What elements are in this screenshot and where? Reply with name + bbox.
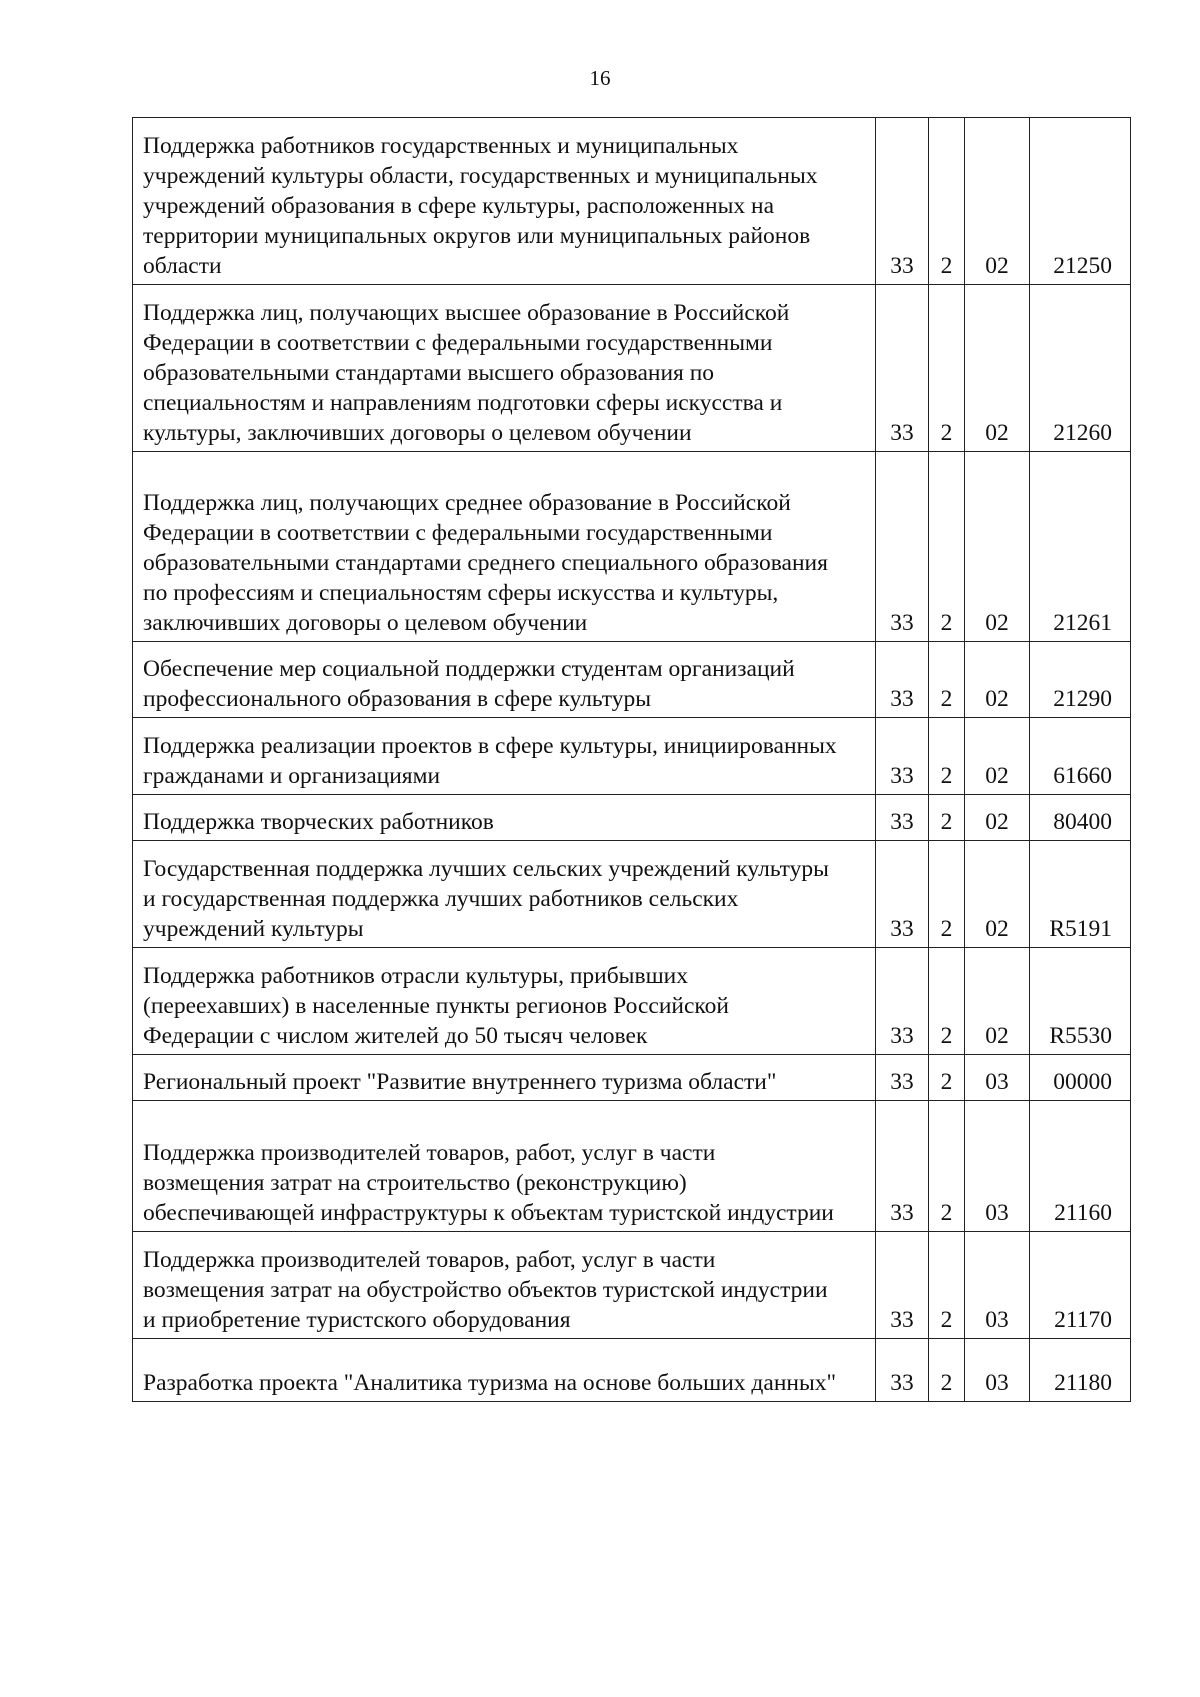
event-code: 02 bbox=[965, 285, 1030, 452]
table-row bbox=[133, 795, 1131, 841]
direction-code: 61660 bbox=[1030, 718, 1131, 795]
description-line: Обеспечение мер социальной поддержки студентам организаций bbox=[143, 656, 795, 682]
direction-code: R5530 bbox=[1030, 948, 1131, 1055]
description-line: и приобретение туристского оборудования bbox=[143, 1307, 571, 1333]
event-code: 02 bbox=[965, 948, 1030, 1055]
description-line: Поддержка работников отрасли культуры, прибывших bbox=[143, 963, 688, 989]
description-line: Разработка проекта "Аналитика туризма на основе больших данных" bbox=[143, 1370, 837, 1396]
table-row bbox=[133, 1101, 1131, 1232]
row-description bbox=[133, 718, 876, 795]
subprogram-code: 2 bbox=[929, 1055, 965, 1101]
table-row bbox=[133, 452, 1131, 642]
event-code: 03 bbox=[965, 1101, 1030, 1232]
row-description bbox=[133, 1055, 876, 1101]
program-code: 33 bbox=[876, 285, 929, 452]
program-code: 33 bbox=[876, 718, 929, 795]
table-row bbox=[133, 718, 1131, 795]
description-line: специальностям и направлениям подготовки сферы искусства и bbox=[143, 390, 783, 416]
program-code: 33 bbox=[876, 795, 929, 841]
program-code: 33 bbox=[876, 642, 929, 718]
program-code: 33 bbox=[876, 948, 929, 1055]
row-description bbox=[133, 1232, 876, 1339]
table-row bbox=[133, 642, 1131, 718]
description-line: Федерации с числом жителей до 50 тысяч человек bbox=[143, 1023, 648, 1049]
program-code: 33 bbox=[876, 118, 929, 285]
subprogram-code: 2 bbox=[929, 642, 965, 718]
direction-code: 21260 bbox=[1030, 285, 1131, 452]
description-line: заключивших договоры о целевом обучении bbox=[143, 610, 588, 636]
description-line: и государственная поддержка лучших работников сельских bbox=[143, 886, 739, 912]
description-line: образовательными стандартами высшего образования по bbox=[143, 360, 715, 386]
row-description bbox=[133, 452, 876, 642]
description-line: возмещения затрат на обустройство объектов туристской индустрии bbox=[143, 1277, 828, 1303]
description-line: (переехавших) в населенные пункты регионов Российской bbox=[143, 993, 729, 1019]
table-row bbox=[133, 118, 1131, 285]
direction-code: 21261 bbox=[1030, 452, 1131, 642]
event-code: 02 bbox=[965, 452, 1030, 642]
direction-code: 00000 bbox=[1030, 1055, 1131, 1101]
subprogram-code: 2 bbox=[929, 718, 965, 795]
event-code: 02 bbox=[965, 642, 1030, 718]
budget-classification-table bbox=[132, 117, 1131, 1402]
description-line: учреждений культуры области, государственных и муниципальных bbox=[143, 163, 818, 189]
program-code: 33 bbox=[876, 1101, 929, 1232]
program-code: 33 bbox=[876, 452, 929, 642]
row-description bbox=[133, 118, 876, 285]
event-code: 03 bbox=[965, 1055, 1030, 1101]
direction-code: 21290 bbox=[1030, 642, 1131, 718]
row-description bbox=[133, 285, 876, 452]
program-code: 33 bbox=[876, 1232, 929, 1339]
event-code: 02 bbox=[965, 841, 1030, 948]
table-body bbox=[133, 118, 1131, 1402]
description-line: учреждений образования в сфере культуры, расположенных на bbox=[143, 193, 775, 219]
row-description bbox=[133, 1339, 876, 1402]
description-line: Поддержка производителей товаров, работ, услуг в части bbox=[143, 1247, 716, 1273]
row-description bbox=[133, 948, 876, 1055]
event-code: 02 bbox=[965, 118, 1030, 285]
subprogram-code: 2 bbox=[929, 118, 965, 285]
description-line: возмещения затрат на строительство (реконструкцию) bbox=[143, 1170, 687, 1196]
table-row bbox=[133, 1232, 1131, 1339]
description-line: Региональный проект "Развитие внутреннего туризма области" bbox=[143, 1069, 777, 1095]
subprogram-code: 2 bbox=[929, 285, 965, 452]
page-number: 16 bbox=[589, 66, 611, 90]
description-line: области bbox=[143, 253, 222, 279]
subprogram-code: 2 bbox=[929, 1339, 965, 1402]
description-line: гражданами и организациями bbox=[143, 763, 441, 789]
description-line: профессионального образования в сфере культуры bbox=[143, 686, 652, 712]
subprogram-code: 2 bbox=[929, 452, 965, 642]
description-line: Государственная поддержка лучших сельских учреждений культуры bbox=[143, 856, 829, 882]
row-description bbox=[133, 1101, 876, 1232]
description-line: Федерации в соответствии с федеральными государственными bbox=[143, 520, 773, 546]
event-code: 03 bbox=[965, 1339, 1030, 1402]
row-description bbox=[133, 841, 876, 948]
direction-code: 21180 bbox=[1030, 1339, 1131, 1402]
program-code: 33 bbox=[876, 1339, 929, 1402]
description-line: территории муниципальных округов или муниципальных районов bbox=[143, 223, 811, 249]
subprogram-code: 2 bbox=[929, 1101, 965, 1232]
subprogram-code: 2 bbox=[929, 948, 965, 1055]
table-row bbox=[133, 1339, 1131, 1402]
event-code: 02 bbox=[965, 795, 1030, 841]
direction-code: 80400 bbox=[1030, 795, 1131, 841]
description-line: Поддержка реализации проектов в сфере культуры, инициированных bbox=[143, 733, 837, 759]
table-row bbox=[133, 948, 1131, 1055]
description-line: Поддержка лиц, получающих высшее образование в Российской bbox=[143, 300, 790, 326]
description-line: образовательными стандартами среднего специального образования bbox=[143, 550, 828, 576]
description-line: обеспечивающей инфраструктуры к объектам туристской индустрии bbox=[143, 1200, 834, 1226]
description-line: учреждений культуры bbox=[143, 916, 364, 942]
direction-code: 21170 bbox=[1030, 1232, 1131, 1339]
direction-code: 21250 bbox=[1030, 118, 1131, 285]
description-line: Поддержка творческих работников bbox=[143, 809, 494, 835]
program-code: 33 bbox=[876, 841, 929, 948]
program-code: 33 bbox=[876, 1055, 929, 1101]
table-row bbox=[133, 1055, 1131, 1101]
description-line: по профессиям и специальностям сферы искусства и культуры, bbox=[143, 580, 779, 606]
event-code: 02 bbox=[965, 718, 1030, 795]
description-line: культуры, заключивших договоры о целевом обучении bbox=[143, 420, 692, 446]
event-code: 03 bbox=[965, 1232, 1030, 1339]
row-description bbox=[133, 795, 876, 841]
row-description bbox=[133, 642, 876, 718]
table-row bbox=[133, 285, 1131, 452]
subprogram-code: 2 bbox=[929, 841, 965, 948]
description-line: Поддержка лиц, получающих среднее образование в Российской bbox=[143, 490, 791, 516]
table-row bbox=[133, 841, 1131, 948]
subprogram-code: 2 bbox=[929, 795, 965, 841]
description-line: Поддержка производителей товаров, работ, услуг в части bbox=[143, 1140, 716, 1166]
direction-code: 21160 bbox=[1030, 1101, 1131, 1232]
description-line: Поддержка работников государственных и муниципальных bbox=[143, 133, 739, 159]
direction-code: R5191 bbox=[1030, 841, 1131, 948]
subprogram-code: 2 bbox=[929, 1232, 965, 1339]
description-line: Федерации в соответствии с федеральными государственными bbox=[143, 330, 773, 356]
